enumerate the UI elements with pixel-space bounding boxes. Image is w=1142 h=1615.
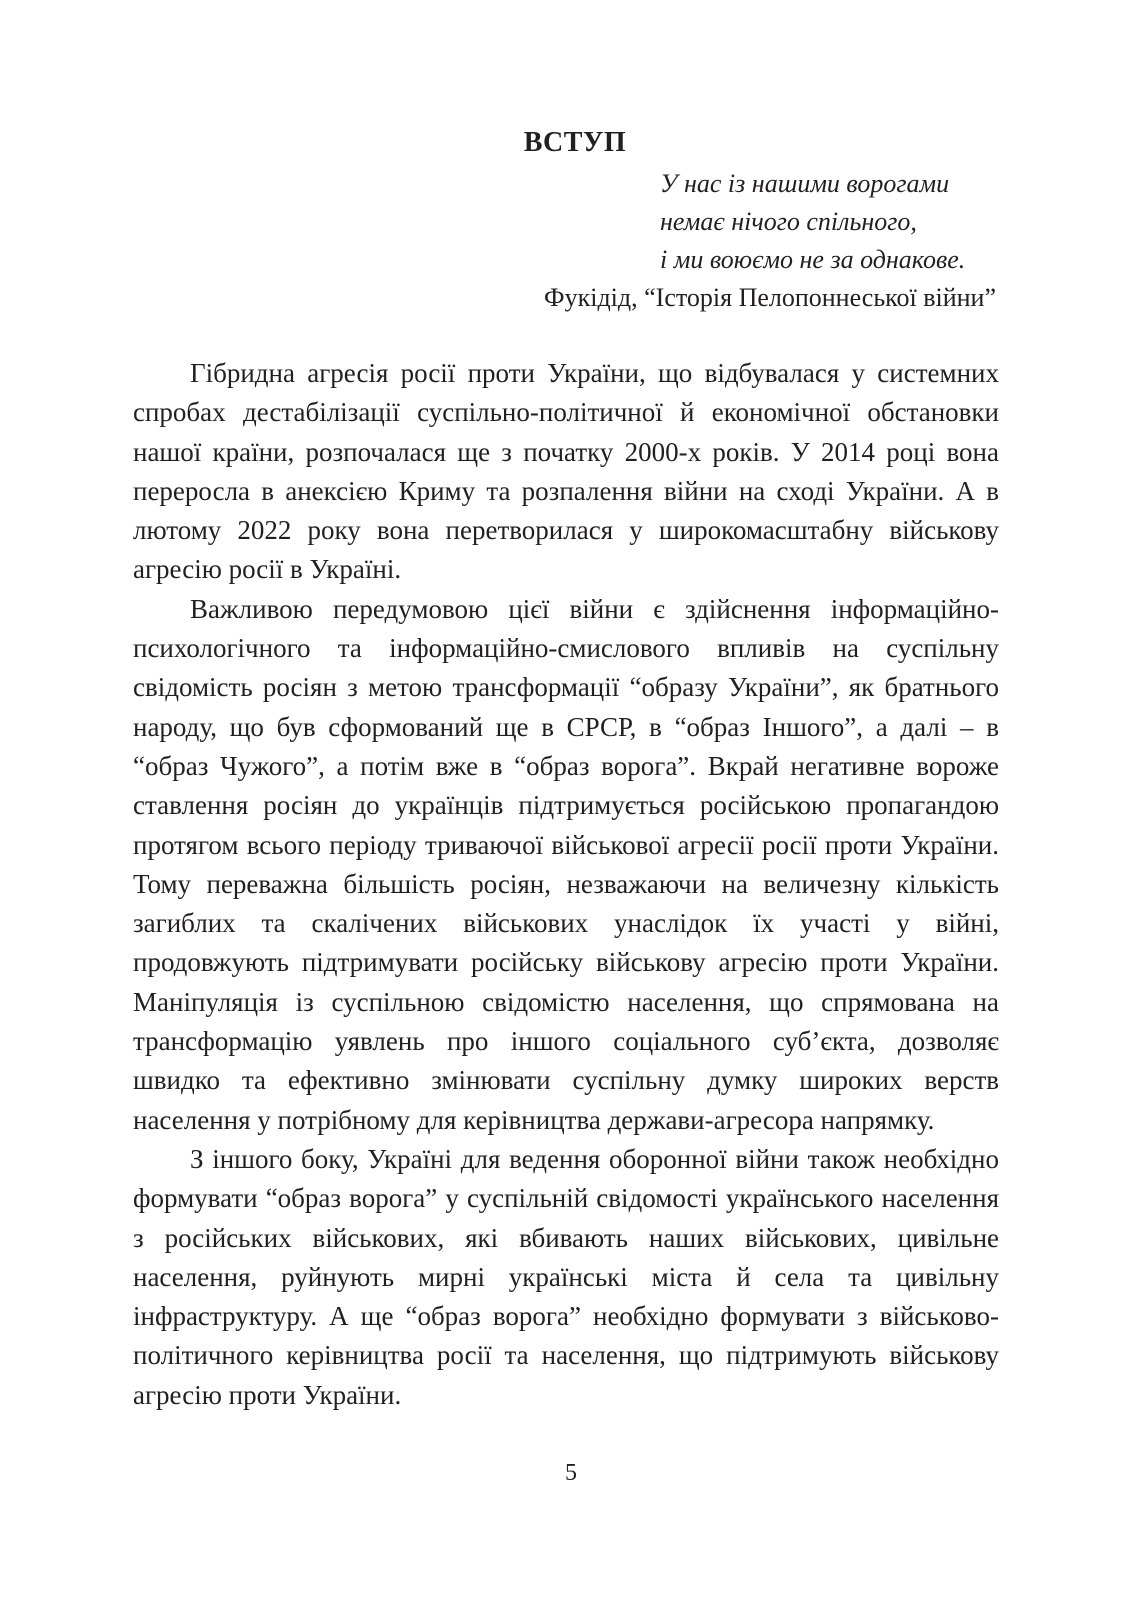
paragraph: З іншого боку, Україні для ведення оборонної війни також необхідно формувати “образ ворога” у суспільній свідомості українського населення з російських військових, які вбивають наших військових, цивільне населення, руйнують мирні українські міста й села та цивільну інфраструктуру. А ще “образ ворога” необхідно формувати з військово-політичного керівництва росії та населення, що підтримують військову агресію проти України. — [133, 1143, 999, 1410]
page-number: 5 — [565, 1460, 577, 1486]
epigraph — [660, 165, 1020, 279]
epigraph-source: Фукідід, “Історія Пелопоннеської війни” — [544, 283, 996, 312]
body-text — [133, 354, 999, 1415]
page-title: ВСТУП — [523, 127, 627, 158]
epigraph-line: немає нічого спільного, — [660, 207, 917, 236]
epigraph-line: і ми воюємо не за однакове. — [660, 245, 966, 274]
epigraph-line: У нас із нашими ворогами — [660, 169, 950, 198]
paragraph: Важливою передумовою цієї війни є здійснення інформаційно-психологічного та інформаційно-смислового впливів на суспільну свідомість росіян з метою трансформації “образу України”, як братнього народу, що був сформований ще в СРСР, в “образ Іншого”, а далі – в “образ Чужого”, а потім вже в “образ ворога”. Вкрай негативне вороже ставлення росіян до українців підтримується російською пропагандою протягом всього періоду триваючої військової агресії росії проти України. Тому переважна більшість росіян, незважаючи на величезну кількість загиблих та скалічених військових унаслідок їх участі у війні, продовжують підтримувати російську військову агресію проти України. Маніпуляція із суспільною свідомістю населення, що спрямована на трансформацію уявлень про іншого соціального суб’єкта, дозволяє швидко та ефективно змінювати суспільну думку широких верств населення у потрібному для керівництва держави-агресора напрямку. — [133, 593, 999, 1135]
paragraph: Гібридна агресія росії проти України, що відбувалася у системних спробах дестабілізації суспільно-політичної й економічної обстановки нашої країни, розпочалася ще з початку 2000-х років. У 2014 році вона переросла в анексією Криму та розпалення війни на сході України. А в лютому 2022 року вона перетворилася у широкомасштабну військову агресію росії в Україні. — [133, 358, 999, 585]
